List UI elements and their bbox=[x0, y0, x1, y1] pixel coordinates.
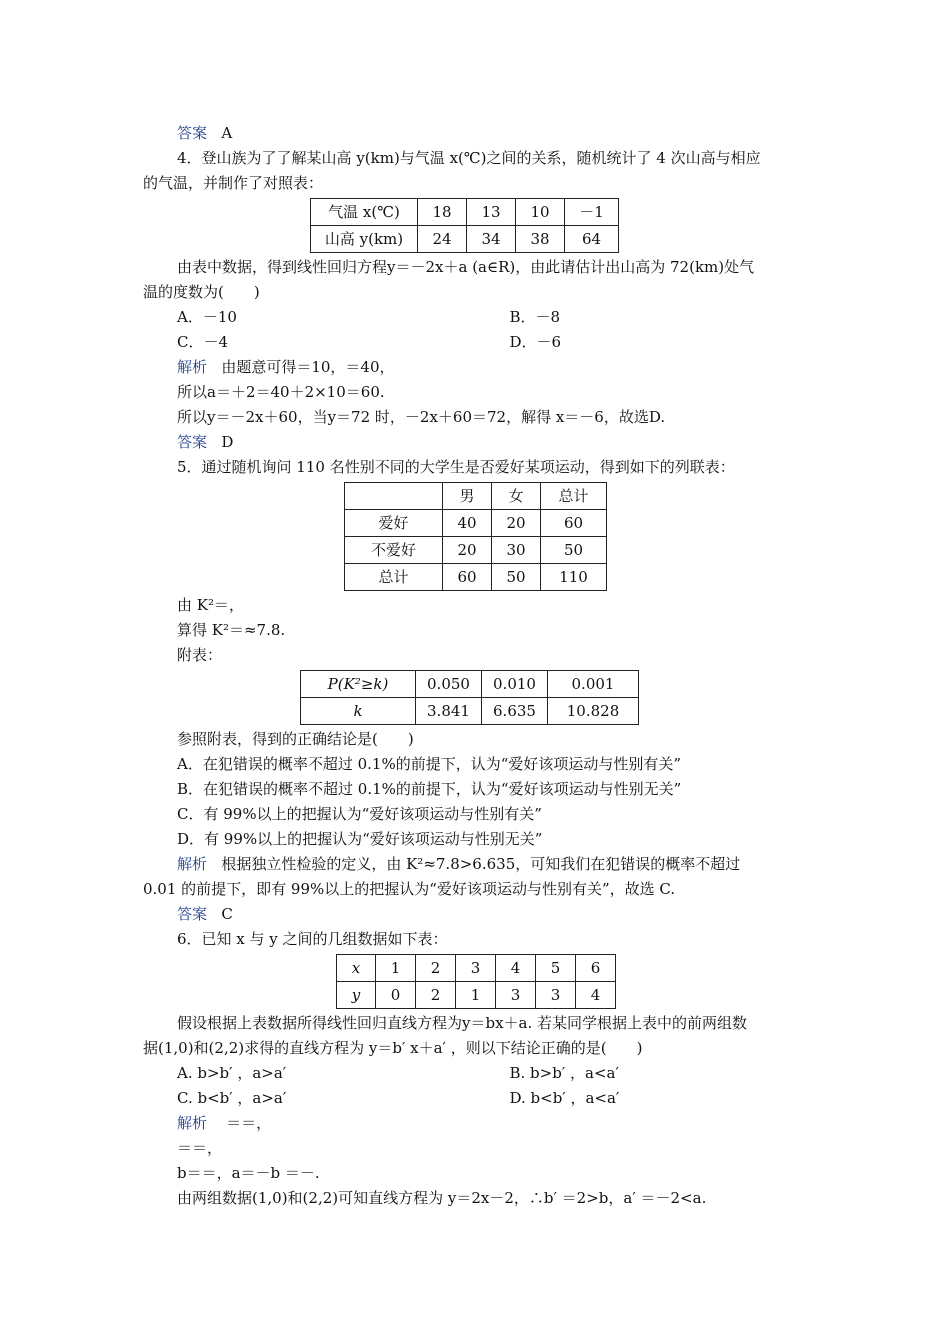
table-cell: 30 bbox=[492, 537, 541, 564]
table-cell: 50 bbox=[492, 564, 541, 591]
option-c: C．有 99%以上的把握认为“爱好该项运动与性别有关” bbox=[177, 805, 542, 823]
table-cell: 不爱好 bbox=[345, 537, 443, 564]
option-c: C．－4 bbox=[177, 333, 229, 351]
table-row bbox=[345, 510, 607, 537]
answer-value: C bbox=[221, 905, 233, 923]
q4-stem-line-1: 4．登山族为了了解某山高 y(km)与气温 x(℃)之间的关系，随机统计了 4 次山高与相应 bbox=[177, 149, 761, 167]
table-cell: 男 bbox=[443, 483, 492, 510]
answer-value: A bbox=[221, 124, 233, 142]
analysis-text: 由题意可得＝10，＝40， bbox=[221, 358, 395, 376]
table-cell: 4 bbox=[576, 982, 616, 1009]
q4-analysis-line-3: 所以y＝－2x＋60，当y＝72 时，－2x＋60＝72，解得 x＝－6，故选D. bbox=[177, 408, 666, 426]
table-row bbox=[301, 698, 639, 725]
option-a: A. b>b′ ，a>a′ bbox=[177, 1064, 287, 1082]
table-row bbox=[301, 671, 639, 698]
table-cell: 60 bbox=[541, 510, 607, 537]
table-cell: 64 bbox=[565, 226, 619, 253]
answer-value: D bbox=[221, 433, 234, 451]
table-cell: x bbox=[337, 955, 376, 982]
table-cell bbox=[345, 483, 443, 510]
q5-stem-line: 5．通过随机询问 110 名性别不同的大学生是否爱好某项运动，得到如下的列联表： bbox=[177, 458, 735, 476]
table-cell: 6.635 bbox=[482, 698, 548, 725]
table-cell: k bbox=[301, 698, 416, 725]
table-cell: 34 bbox=[467, 226, 516, 253]
table-cell: －1 bbox=[565, 199, 619, 226]
table-cell: 20 bbox=[443, 537, 492, 564]
table-cell: 60 bbox=[443, 564, 492, 591]
q6-after-line-1: 假设根据上表数据所得线性回归直线方程为y＝bx＋a. 若某同学根据上表中的前两组数 bbox=[177, 1014, 748, 1032]
q6-stem-line: 6．已知 x 与 y 之间的几组数据如下表： bbox=[177, 930, 448, 948]
q6-table bbox=[336, 954, 616, 1009]
table-cell: 2 bbox=[416, 955, 456, 982]
q4-after-line-1: 由表中数据，得到线性回归方程y＝－2x＋a (a∈R)，由此请估计出山高为 72(km)处气 bbox=[177, 258, 755, 276]
table-row bbox=[311, 199, 619, 226]
q5-answer-line bbox=[143, 902, 808, 927]
analysis-label: 解析 bbox=[177, 358, 208, 376]
analysis-text: 根据独立性检验的定义，由 K²≈7.8>6.635，可知我们在犯错误的概率不超过 bbox=[221, 855, 741, 873]
table-cell: 爱好 bbox=[345, 510, 443, 537]
table-cell: 山高 y(km) bbox=[311, 226, 418, 253]
answer-label: 答案 bbox=[177, 124, 208, 142]
table-cell: 5 bbox=[536, 955, 576, 982]
table-cell: 38 bbox=[516, 226, 565, 253]
table-cell: 3 bbox=[536, 982, 576, 1009]
table-cell: y bbox=[337, 982, 376, 1009]
option-b: B. b>b′ ，a<a′ bbox=[509, 1064, 619, 1082]
table-row bbox=[345, 483, 607, 510]
q4-analysis-line-2: 所以a＝＋2＝40＋2×10＝60. bbox=[177, 383, 385, 401]
q6-options-row-2 bbox=[143, 1086, 808, 1111]
table-cell: 4 bbox=[496, 955, 536, 982]
table-row bbox=[311, 226, 619, 253]
q4-after-line-2: 温的度数为( ) bbox=[143, 283, 260, 301]
answer-label: 答案 bbox=[177, 433, 208, 451]
document-page bbox=[143, 121, 808, 1211]
q6-analysis-line-3: b＝＝，a＝－b ＝－. bbox=[177, 1164, 320, 1182]
q6-analysis-line-2: ＝＝， bbox=[177, 1139, 223, 1157]
option-a: A．在犯错误的概率不超过 0.1%的前提下，认为“爱好该项运动与性别有关” bbox=[177, 755, 682, 773]
table-cell: 110 bbox=[541, 564, 607, 591]
q4-options-row-1 bbox=[143, 305, 808, 330]
table-cell: 20 bbox=[492, 510, 541, 537]
q5-appendix-label: 附表： bbox=[177, 646, 223, 664]
table-cell: 3 bbox=[496, 982, 536, 1009]
q6-options-row-1 bbox=[143, 1061, 808, 1086]
table-cell: 女 bbox=[492, 483, 541, 510]
option-c: C. b<b′ ，a>a′ bbox=[177, 1089, 287, 1107]
table-cell: P(K²≥k) bbox=[301, 671, 416, 698]
q6-after-line-2: 据(1,0)和(2,2)求得的直线方程为 y＝b′ x＋a′ ，则以下结论正确的是( ) bbox=[143, 1039, 643, 1057]
table-cell: 0.050 bbox=[416, 671, 482, 698]
q5-analysis-line-2: 0.01 的前提下，即有 99%以上的把握认为“爱好该项运动与性别有关”，故选 C. bbox=[143, 880, 676, 898]
q4-answer-line bbox=[143, 430, 808, 455]
q5-analysis-line-1 bbox=[143, 852, 808, 877]
q3-answer-line bbox=[143, 121, 808, 146]
table-cell: 50 bbox=[541, 537, 607, 564]
table-cell: 13 bbox=[467, 199, 516, 226]
table-cell: 10 bbox=[516, 199, 565, 226]
table-cell: 18 bbox=[418, 199, 467, 226]
table-row bbox=[337, 955, 616, 982]
table-cell: 总计 bbox=[541, 483, 607, 510]
table-cell: 0.010 bbox=[482, 671, 548, 698]
q5-k-formula-line: 由 K²＝， bbox=[177, 596, 244, 614]
table-cell: 10.828 bbox=[548, 698, 639, 725]
q5-appendix-table bbox=[300, 670, 639, 725]
q5-contingency-table bbox=[344, 482, 607, 591]
table-cell: 0 bbox=[376, 982, 416, 1009]
table-cell: 6 bbox=[576, 955, 616, 982]
q4-options-row-2 bbox=[143, 330, 808, 355]
q6-analysis-line-4: 由两组数据(1,0)和(2,2)可知直线方程为 y＝2x－2，∴b′ ＝2>b，a′ ＝－2<a. bbox=[177, 1189, 707, 1207]
option-b: B．－8 bbox=[509, 308, 561, 326]
option-d: D．－6 bbox=[509, 333, 562, 351]
table-cell: 40 bbox=[443, 510, 492, 537]
option-b: B．在犯错误的概率不超过 0.1%的前提下，认为“爱好该项运动与性别无关” bbox=[177, 780, 682, 798]
q5-calc-line: 算得 K²＝≈7.8. bbox=[177, 621, 286, 639]
q4-stem-line-2: 的气温，并制作了对照表： bbox=[143, 174, 324, 192]
analysis-text: ＝＝， bbox=[226, 1114, 272, 1132]
table-cell: 0.001 bbox=[548, 671, 639, 698]
table-cell: 1 bbox=[456, 982, 496, 1009]
table-cell: 1 bbox=[376, 955, 416, 982]
table-cell: 3 bbox=[456, 955, 496, 982]
table-cell: 24 bbox=[418, 226, 467, 253]
option-d: D．有 99%以上的把握认为“爱好该项运动与性别无关” bbox=[177, 830, 543, 848]
option-a: A．－10 bbox=[177, 308, 237, 326]
table-row bbox=[337, 982, 616, 1009]
table-row bbox=[345, 564, 607, 591]
table-cell: 总计 bbox=[345, 564, 443, 591]
table-cell: 3.841 bbox=[416, 698, 482, 725]
analysis-label: 解析 bbox=[177, 855, 208, 873]
q4-analysis-line-1 bbox=[143, 355, 808, 380]
q6-analysis-line-1 bbox=[143, 1111, 808, 1136]
table-cell: 2 bbox=[416, 982, 456, 1009]
table-cell: 气温 x(℃) bbox=[311, 199, 418, 226]
q4-table bbox=[310, 198, 619, 253]
table-row bbox=[345, 537, 607, 564]
q5-question-line: 参照附表，得到的正确结论是( ) bbox=[177, 730, 414, 748]
answer-label: 答案 bbox=[177, 905, 208, 923]
option-d: D. b<b′ ，a<a′ bbox=[509, 1089, 620, 1107]
analysis-label: 解析 bbox=[177, 1114, 208, 1132]
